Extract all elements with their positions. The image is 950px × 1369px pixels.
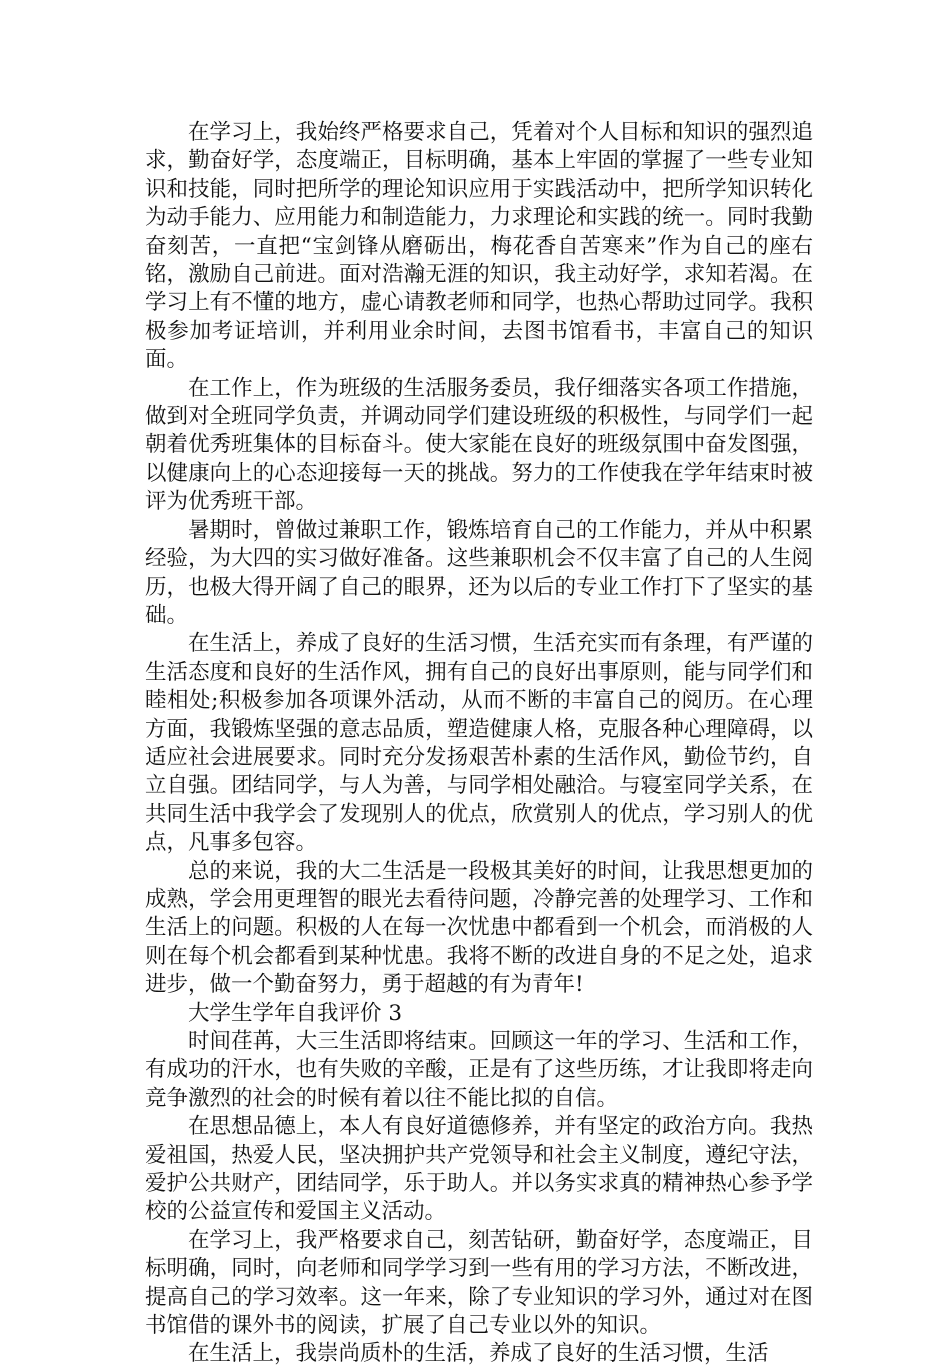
section-title: 大学生学年自我评价 3 xyxy=(188,1000,403,1026)
paragraph-study-2: 在学习上，我严格要求自己，刻苦钻研，勤奋好学，态度端正，目标明确，同时，向老师和同学学习到一些有用的学习方法，不断改进，提高自己的学习效率。这一年来，除了专业知识的学习外，通过对在图书馆借的课外书的阅读，扩展了自己专业以外的知识。 xyxy=(145,1227,813,1339)
document-body xyxy=(145,119,813,1369)
paragraph-intro: 时间荏苒，大三生活即将结束。回顾这一年的学习、生活和工作，有成功的汗水，也有失败的辛酸，正是有了这些历练，才让我即将走向竞争激烈的社会的时候有着以往不能比拟的自信。 xyxy=(145,1029,813,1111)
paragraph-study: 在学习上，我始终严格要求自己，凭着对个人目标和知识的强烈追求，勤奋好学，态度端正，目标明确，基本上牢固的掌握了一些专业知识和技能，同时把所学的理论知识应用于实践活动中，把所学知识转化为动手能力、应用能力和制造能力，力求理论和实践的统一。同时我勤奋刻苦，一直把“宝剑锋从磨砺出，梅花香自苦寒来”作为自己的座右铭，激励自己前进。面对浩瀚无涯的知识，我主动好学，求知若渴。在学习上有不懂的地方，虚心请教老师和同学，也热心帮助过同学。我积极参加考证培训，并利用业余时间，去图书馆看书，丰富自己的知识面。 xyxy=(145,120,813,373)
paragraph-life: 在生活上，养成了良好的生活习惯，生活充实而有条理，有严谨的生活态度和良好的生活作风，拥有自己的良好出事原则，能与同学们和睦相处;积极参加各项课外活动，从而不断的丰富自己的阅历。在心理方面，我锻炼坚强的意志品质，塑造健康人格，克服各种心理障碍，以适应社会进展要求。同时充分发扬艰苦朴素的生活作风，勤俭节约，自立自强。团结同学，与人为善，与同学相处融洽。与寝室同学关系，在共同生活中我学会了发现别人的优点，欣赏别人的优点，学习别人的优点，凡事多包容。 xyxy=(145,631,813,856)
paragraph-work: 在工作上，作为班级的生活服务委员，我仔细落实各项工作措施，做到对全班同学负责，并调动同学们建设班级的积极性，与同学们一起朝着优秀班集体的目标奋斗。使大家能在良好的班级氛围中奋发图强，以健康向上的心态迎接每一天的挑战。努力的工作使我在学年结束时被评为优秀班干部。 xyxy=(145,375,813,515)
paragraph-summer-job: 暑期时，曾做过兼职工作，锻炼培育自己的工作能力，并从中积累经验，为大四的实习做好准备。这些兼职机会不仅丰富了自己的人生阅历，也极大得开阔了自己的眼界，还为以后的专业工作打下了坚实的基础。 xyxy=(145,517,813,628)
paragraph-morality: 在思想品德上，本人有良好道德修养，并有坚定的政治方向。我热爱祖国，热爱人民，坚决拥护共产党领导和社会主义制度，遵纪守法，爱护公共财产，团结同学，乐于助人。并以务实求真的精神热心参予学校的公益宣传和爱国主义活动。 xyxy=(145,1114,813,1225)
paragraph-life-2: 在生活上，我崇尚质朴的生活，养成了良好的生活习惯，生活 xyxy=(188,1341,769,1367)
paragraph-summary: 总的来说，我的大二生活是一段极其美好的时间，让我思想更加的成熟，学会用更理智的眼光去看待问题，冷静完善的处理学习、工作和生活上的问题。积极的人在每一次忧患中都看到一个机会，而消极的人则在每个机会都看到某种忧患。我将不断的改进自身的不足之处，追求进步，做一个勤奋努力，勇于超越的有为青年! xyxy=(145,858,813,998)
